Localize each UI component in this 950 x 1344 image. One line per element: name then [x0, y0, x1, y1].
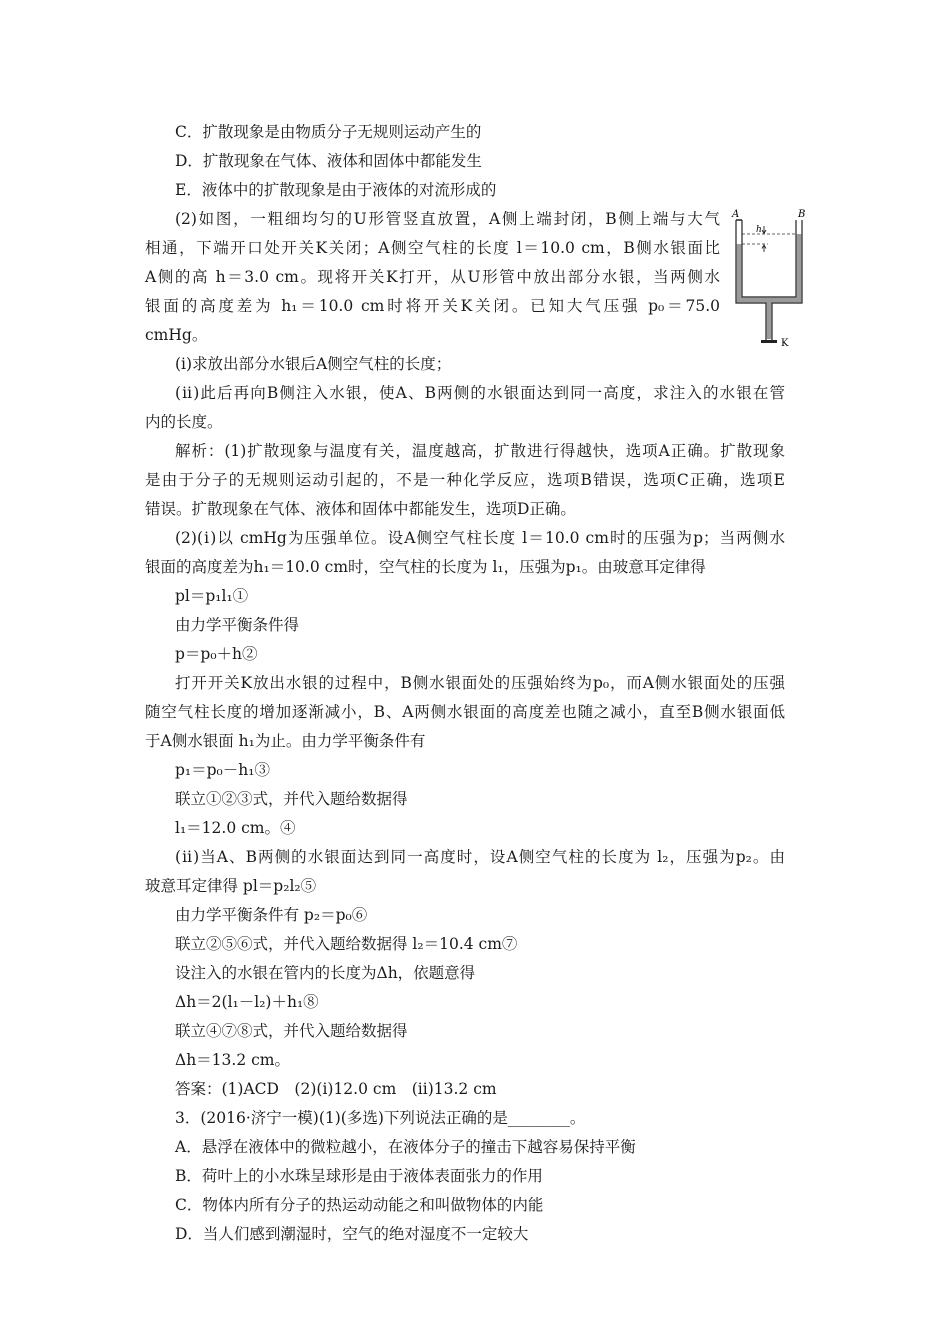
solution-para-line1: 打开开关K放出水银的过程中，B侧水银面处的压强始终为p₀，而A侧水银面处的压强 [175, 674, 785, 692]
solution-text: 设注入的水银在管内的长度为Δh，依题意得 [175, 964, 476, 982]
equation-4: l₁＝12.0 cm。④ [175, 819, 296, 837]
solution-part2-line2: 银面的高度差为h₁＝10.0 cm时，空气柱的长度为 l₁，压强为p₁。由玻意耳定律得 [145, 558, 706, 576]
label-h: h [756, 225, 762, 235]
subquestion-i: (ⅰ)求放出部分水银后A侧空气柱的长度； [175, 355, 452, 373]
label-a: A [732, 209, 740, 220]
solution-text: 联立①②③式，并代入题给数据得 [175, 790, 408, 808]
equation-6: 由力学平衡条件有 p₂＝p₀⑥ [175, 906, 368, 924]
answer-line: 答案：(1)ACD (2)(ⅰ)12.0 cm (ⅱ)13.2 cm [175, 1080, 497, 1098]
solution-para-line3: 于A侧水银面 h₁为止。由力学平衡条件有 [145, 732, 426, 750]
solution-part2-line1: (2)(ⅰ)以 cmHg为压强单位。设A侧空气柱长度 l＝10.0 cm时的压强为p；当两侧水 [175, 529, 785, 547]
question-part2-line4: 银面的高度差为 h₁＝10.0 cm时将开关K关闭。已知大气压强 p₀＝75.0 [145, 297, 720, 315]
option-d: D．扩散现象在气体、液体和固体中都能发生 [175, 152, 482, 170]
solution-para-line2: 随空气柱长度的增加逐渐减小，B、A两侧水银面的高度差也随之减小，直至B侧水银面低 [145, 703, 785, 721]
question-part2-line5: cmHg。 [145, 326, 208, 344]
question-3-option-b: B．荷叶上的小水珠呈球形是由于液体表面张力的作用 [175, 1167, 543, 1185]
final-result: Δh＝13.2 cm。 [175, 1051, 290, 1069]
question-3-option-d: D．当人们感到潮湿时，空气的绝对湿度不一定较大 [175, 1225, 529, 1243]
option-e: E．液体中的扩散现象是由于液体的对流形成的 [175, 181, 497, 199]
solution-text: 由力学平衡条件得 [175, 616, 300, 634]
question-part2-line1: (2)如图，一粗细均匀的U形管竖直放置，A侧上端封闭，B侧上端与大气 [175, 210, 720, 228]
solution-line2: 是由于分子的无规则运动引起的，不是一种化学反应，选项B错误，选项C正确，选项E [145, 471, 785, 489]
solution-ii-line2: 玻意耳定律得 pl＝p₂l₂⑤ [145, 877, 317, 895]
question-part2-line2: 相通，下端开口处开关K关闭；A侧空气柱的长度 l＝10.0 cm，B侧水银面比 [145, 239, 720, 257]
option-c: C．扩散现象是由物质分子无规则运动产生的 [175, 123, 482, 141]
label-k: K [781, 338, 789, 349]
label-b: B [798, 209, 806, 220]
equation-1: pl＝p₁l₁① [175, 587, 249, 605]
question-3-stem: 3．(2016·济宁一模)(1)(多选)下列说法正确的是________。 [175, 1109, 586, 1127]
solution-ii-line1: (ⅱ)当A、B两侧的水银面达到同一高度时，设A侧空气柱的长度为 l₂，压强为p₂。由 [175, 848, 785, 866]
subquestion-ii-line2: 内的长度。 [145, 413, 223, 431]
question-part2-line3: A侧的高 h＝3.0 cm。现将开关K打开，从U形管中放出部分水银，当两侧水 [145, 268, 720, 286]
question-3-option-c: C．物体内所有分子的热运动动能之和叫做物体的内能 [175, 1196, 544, 1214]
u-tube-diagram [728, 208, 810, 358]
subquestion-ii-line1: (ⅱ)此后再向B侧注入水银，使A、B两侧的水银面达到同一高度，求注入的水银在管 [175, 384, 785, 402]
solution-text: 联立④⑦⑧式，并代入题给数据得 [175, 1022, 408, 1040]
question-3-option-a: A．悬浮在液体中的微粒越小，在液体分子的撞击下越容易保持平衡 [175, 1138, 636, 1156]
equation-7: 联立②⑤⑥式，并代入题给数据得 l₂＝10.4 cm⑦ [175, 935, 518, 953]
equation-8: Δh＝2(l₁－l₂)＋h₁⑧ [175, 993, 319, 1011]
solution-line3: 错误。扩散现象在气体、液体和固体中都能发生，选项D正确。 [145, 500, 576, 518]
equation-3: p₁＝p₀－h₁③ [175, 761, 270, 779]
equation-2: p＝p₀＋h② [175, 645, 258, 663]
solution-line1: 解析：(1)扩散现象与温度有关，温度越高，扩散进行得越快，选项A正确。扩散现象 [175, 442, 785, 460]
